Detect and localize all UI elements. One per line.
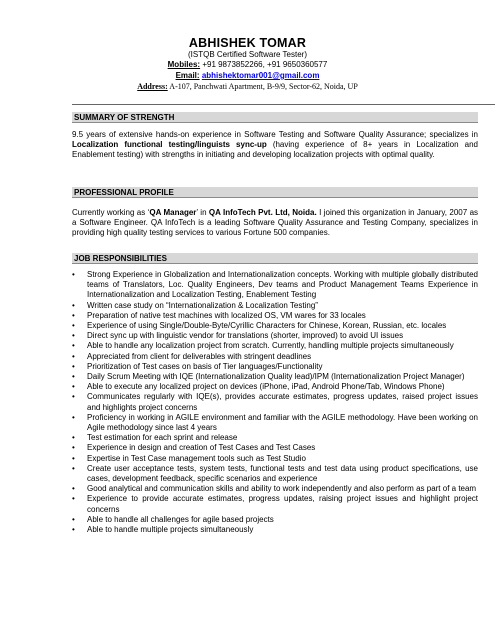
profile-company: QA InfoTech Pvt. Ltd, Noida.: [208, 208, 317, 217]
list-item: • Written case study on “Internationalization & Localization Testing”: [72, 301, 478, 311]
mobiles-value: +91 9873852266, +91 9650360577: [200, 60, 328, 70]
list-item: • Direct sync up with linguistic vendor for translations (shorter, improved) to avoid UI issues: [72, 331, 478, 341]
summary-paragraph: [72, 130, 478, 161]
profile-role: QA Manager: [149, 208, 197, 217]
candidate-name: ABHISHEK TOMAR: [188, 36, 307, 50]
list-item: • Create user acceptance tests, system tests, functional tests and test data using product specifications, use cases, development feedback, specific scenarios and experience: [72, 464, 478, 484]
list-item: • Communicates regularly with IQE(s), provides accurate estimates, progress updates, raised project issues and highlights project concerns: [72, 392, 478, 412]
list-item: • Daily Scrum Meeting with IQE (Internationalization Quality lead)/IPM (Internationalization Project Manager): [72, 372, 478, 382]
list-item: • Test estimation for each sprint and release: [72, 433, 478, 443]
list-item: • Able to handle all challenges for agile based projects: [72, 515, 478, 525]
profile-text-2: ’ in: [196, 208, 209, 217]
resume-header: [0, 36, 495, 92]
list-item: • Able to execute any localized project on devices (iPhone, iPad, Android Phone/Tab, Windows Phone): [72, 382, 478, 392]
mobiles-line: [0, 60, 495, 70]
list-item: • Strong Experience in Globalization and Internationalization concepts. Working with multiple globally distributed teams of Translators, Loc. Quality Engineers, Dev teams and Product Management Teams Experience in Internationalization and Localization Testing, Enablement Testing: [72, 270, 478, 301]
email-label: Email:: [175, 70, 200, 80]
list-item: • Experience of using Single/Double-Byte/Cyrillic Characters for Chinese, Korean, Russian, etc. locales: [72, 321, 478, 331]
mobiles-label: Mobiles:: [167, 60, 201, 70]
list-item: • Preparation of native test machines with localized OS, VM wares for 33 locales: [72, 311, 478, 321]
summary-text-2: (having experience of 8+ years in Localization and Enablement testing) with strengths in initiating and developing localization projects with optimal quality.: [72, 140, 479, 160]
list-item: • Appreciated from client for deliverables with stringent deadlines: [72, 352, 478, 362]
header-divider: [72, 104, 495, 105]
address-value: A-107, Panchwati Apartment, B-9/9, Sector-62, Noida, UP: [167, 82, 358, 92]
address-label: Address:: [137, 82, 168, 92]
list-item: • Good analytical and communication skills and ability to work independently and also perform as part of a team: [72, 484, 478, 494]
email-link[interactable]: abhishektomar001@gmail.com: [201, 70, 320, 80]
list-item: • Prioritization of Test cases on basis of Tier languages/Functionality: [72, 362, 478, 372]
address-line: [0, 81, 495, 92]
profile-text-1: Currently working as ‘: [72, 208, 150, 217]
summary-text-1: 9.5 years of extensive hands-on experience in Software Testing and Software Quality Assurance; specializes in: [72, 130, 478, 139]
list-item: • Able to handle multiple projects simultaneously: [72, 525, 478, 535]
list-item: • Able to handle any localization project from scratch. Currently, handling multiple projects simultaneously: [72, 341, 478, 351]
summary-text-bold: Localization functional testing/linguists sync-up: [72, 140, 267, 150]
list-item: • Proficiency in working in AGILE environment and familiar with the AGILE methodology. Have been working on Agile methodology since last 4 years: [72, 413, 478, 433]
email-line: [0, 71, 495, 81]
list-item: • Experience to provide accurate estimates, progress updates, raising project issues and highlight project concerns: [72, 494, 478, 514]
responsibilities-list: [72, 270, 478, 535]
list-item: • Expertise in Test Case management tools such as Test Studio: [72, 454, 478, 464]
profile-text-3: I joined this organization in January, 2007 as a Software Engineer. QA InfoTech is a leading Software Quality Assurance and Testing Company, specializes in providing high quality testing services to various Fortune 500 companies.: [72, 208, 479, 238]
certification-line: (ISTQB Certified Software Tester): [188, 50, 307, 59]
list-item: • Experience in design and creation of Test Cases and Test Cases: [72, 443, 478, 453]
section-responsibilities-heading: JOB RESPONSIBILITIES: [72, 253, 478, 264]
section-profile-heading: PROFESSIONAL PROFILE: [72, 187, 478, 198]
profile-paragraph: [72, 208, 478, 239]
section-summary-heading: SUMMARY OF STRENGTH: [72, 112, 478, 123]
